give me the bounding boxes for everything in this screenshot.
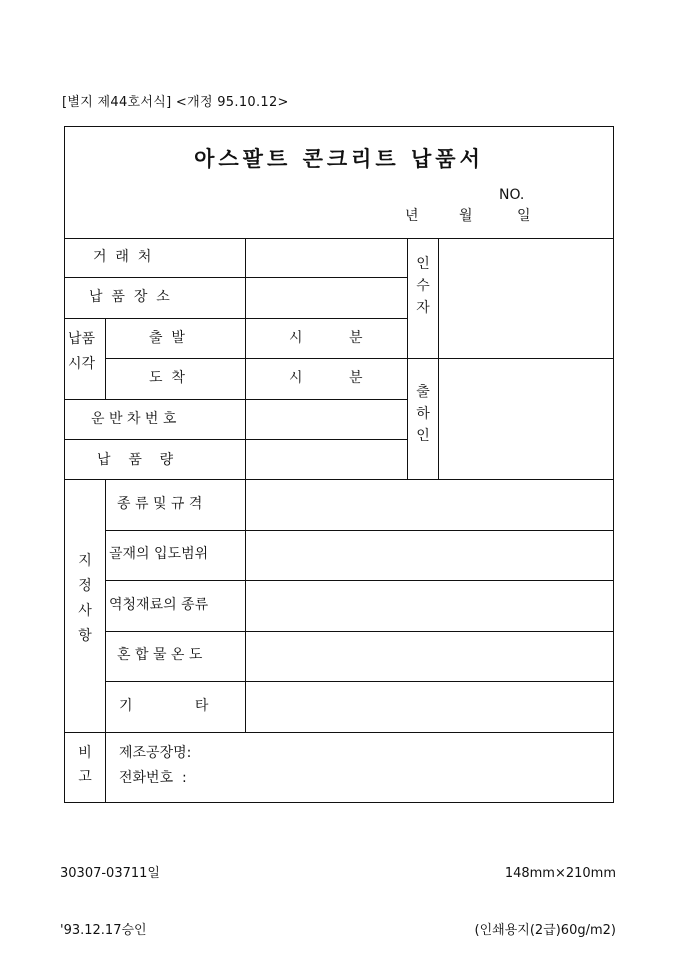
approval-date: '93.12.17승인 xyxy=(60,923,147,938)
paper-size: 148mm×210mm xyxy=(504,866,616,881)
form-reference-note: [별지 제44호서식] <개정 95.10.12> xyxy=(62,95,289,110)
spec-section-label: 지 정 사 항 xyxy=(78,553,92,644)
paper-spec: (인쇄용지(2급)60g/m2) xyxy=(474,923,616,938)
delivery-amount-field[interactable] xyxy=(246,440,407,479)
spec-row-temperature-label: 혼 합 물 온 도 xyxy=(117,647,203,663)
departure-label: 출 발 xyxy=(149,330,185,346)
form-code: 30307-03711일 xyxy=(60,866,160,881)
spec-row-aggregate-label: 골재의 입도범위 xyxy=(109,546,209,562)
arrival-minute-label: 분 xyxy=(349,370,363,386)
spec-row-type-label: 종 류 및 규 격 xyxy=(117,496,203,512)
year-label: 년 xyxy=(405,208,419,224)
delivery-time-label-1: 납품 xyxy=(68,331,96,347)
departure-minute-label: 분 xyxy=(349,330,363,346)
divider xyxy=(105,358,407,359)
spec-temperature-field[interactable] xyxy=(246,632,613,681)
vehicle-number-field[interactable] xyxy=(246,400,407,439)
number-label: NO. xyxy=(499,187,525,203)
divider xyxy=(105,479,106,802)
vehicle-number-label: 운 반 차 번 호 xyxy=(91,411,177,427)
form-title: 아스팔트 콘크리트 납품서 xyxy=(194,147,484,171)
departure-hour-label: 시 xyxy=(289,330,303,346)
spec-aggregate-field[interactable] xyxy=(246,531,613,580)
spec-row-bitumen-label: 역청재료의 종류 xyxy=(109,597,209,613)
spec-other-field[interactable] xyxy=(246,682,613,732)
arrival-hour-label: 시 xyxy=(289,370,303,386)
delivery-place-field[interactable] xyxy=(246,278,407,318)
delivery-time-label-2: 시각 xyxy=(68,356,96,372)
delivery-form xyxy=(64,126,614,803)
footer-left xyxy=(60,826,160,959)
client-field[interactable] xyxy=(246,239,407,277)
month-label: 월 xyxy=(459,208,473,224)
divider xyxy=(65,732,613,733)
delivery-amount-label: 납 품 량 xyxy=(97,452,174,468)
receiver-label: 인 수 자 xyxy=(416,256,430,316)
receiver-signature-field[interactable] xyxy=(439,239,613,358)
divider xyxy=(65,318,407,319)
factory-name-label: 제조공장명: xyxy=(119,745,192,761)
shipper-label: 출 하 인 xyxy=(416,384,430,444)
divider xyxy=(105,318,106,399)
arrival-label: 도 착 xyxy=(149,370,185,386)
spec-bitumen-field[interactable] xyxy=(246,581,613,631)
shipper-signature-field[interactable] xyxy=(439,359,613,479)
remarks-label: 비 고 xyxy=(78,745,92,785)
spec-row-other-label: 기 타 xyxy=(119,698,209,714)
day-label: 일 xyxy=(517,208,531,224)
spec-type-field[interactable] xyxy=(246,480,613,530)
client-label: 거 래 처 xyxy=(93,249,152,265)
footer-right xyxy=(475,826,616,959)
phone-number-label: 전화번호 : xyxy=(119,770,187,786)
delivery-place-label: 납 품 장 소 xyxy=(89,289,170,305)
divider xyxy=(407,238,408,479)
